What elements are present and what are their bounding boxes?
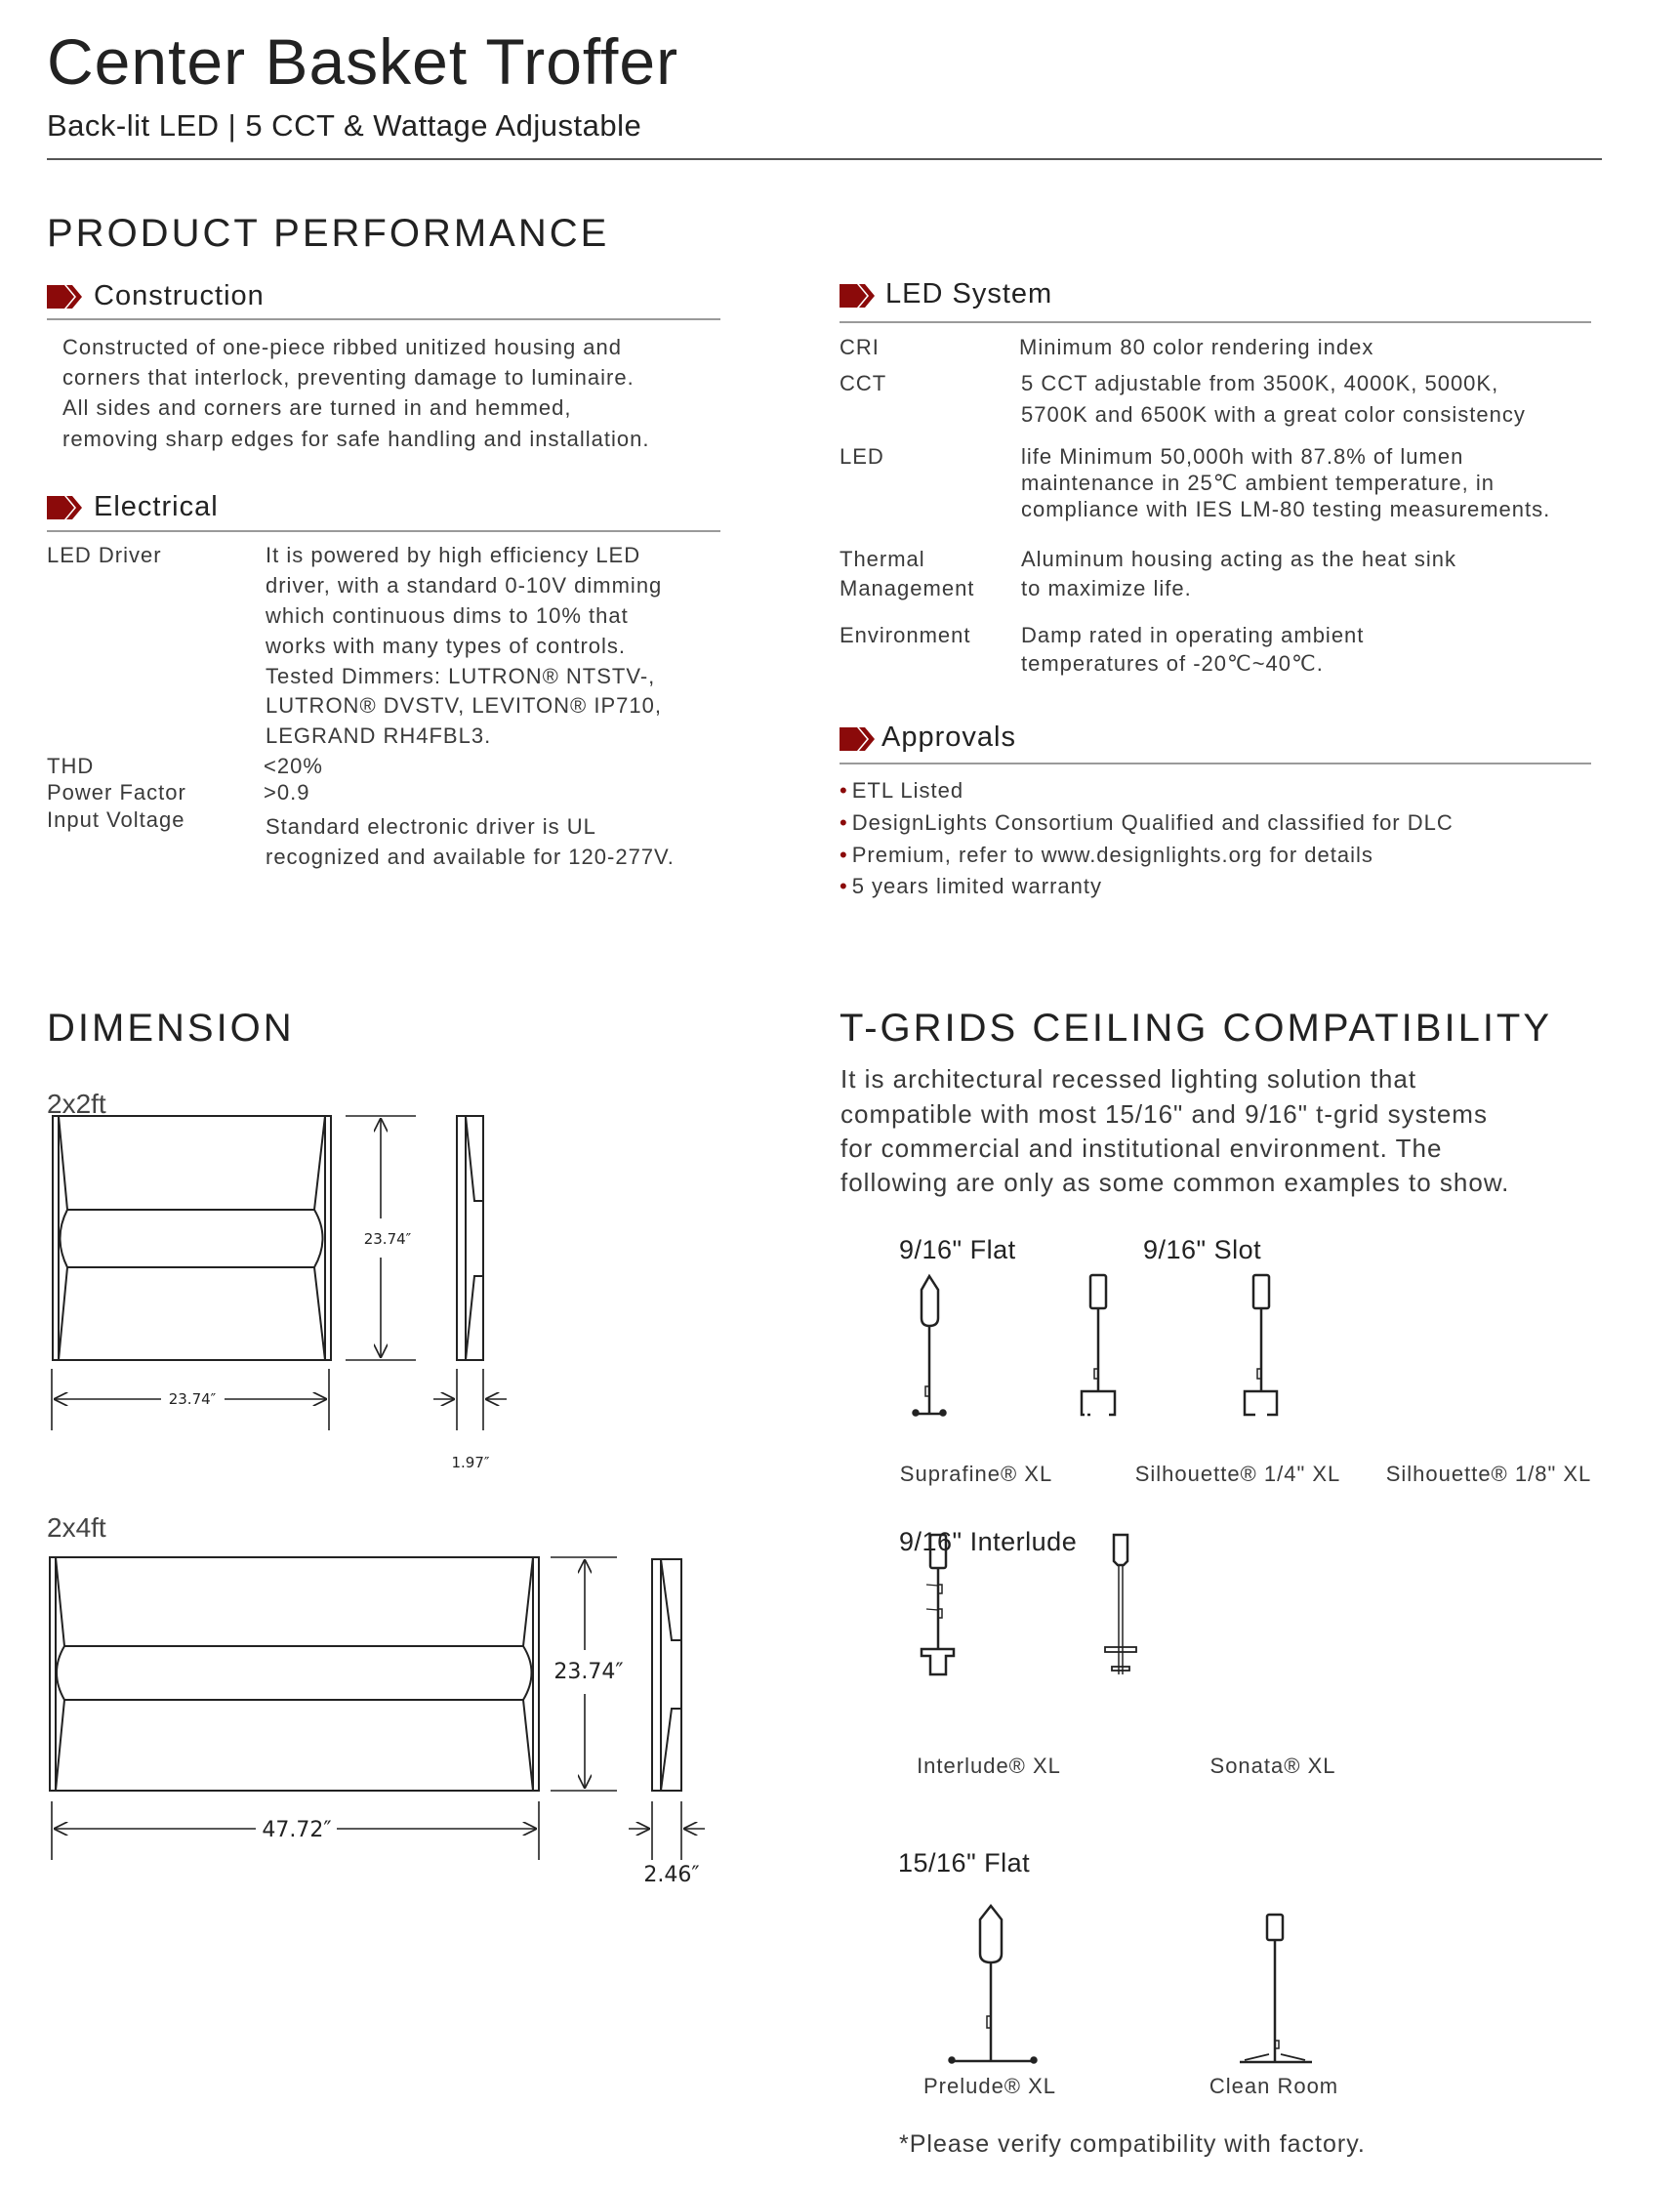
silhouette-eighth-profile-icon: [1245, 1275, 1277, 1415]
profile-label-interlude: Interlude® XL: [917, 1754, 1061, 1778]
spec-label-thd: THD: [47, 754, 95, 778]
depth-value-2x4: 2.46″: [643, 1863, 700, 1887]
construction-line: removing sharp edges for safe handling and installation.: [62, 427, 650, 451]
prelude-profile-icon: [950, 1906, 1037, 2063]
bullet-icon: •: [840, 843, 848, 867]
spec-label-cct: CCT: [840, 371, 887, 395]
spec-value-line: 5 CCT adjustable from 3500K, 4000K, 5000K,: [1021, 371, 1499, 395]
group-heading-916-slot: 9/16" Slot: [1143, 1235, 1262, 1264]
bullet-icon: •: [840, 778, 848, 803]
spec-label-thermal: Thermal: [840, 547, 925, 571]
construction-line: Constructed of one-piece ribbed unitized housing and: [62, 335, 623, 359]
group-heading-1516-flat: 15/16" Flat: [898, 1848, 1031, 1878]
profile-label-suprafine: Suprafine® XL: [899, 1462, 1053, 1486]
spec-label-power-factor: Power Factor: [47, 780, 186, 805]
spec-value-line: It is powered by high efficiency LED: [266, 543, 641, 567]
spec-value-line: which continuous dims to 10% that: [266, 603, 629, 628]
spec-value-line: to maximize life.: [1021, 576, 1192, 600]
tgrid-description-line: It is architectural recessed lighting solution that: [840, 1064, 1417, 1094]
page-title: Center Basket Troffer: [47, 25, 679, 98]
suprafine-profile-icon: [914, 1276, 946, 1416]
spec-label-thermal: Management: [840, 576, 975, 600]
side-view-2x4: [652, 1559, 681, 1791]
width-value-2x2: 23.74″: [168, 1390, 217, 1408]
spec-value-line: driver, with a standard 0-10V dimming: [266, 573, 663, 598]
electrical-heading: Electrical: [94, 491, 219, 522]
tgrid-description-line: compatible with most 15/16" and 9/16" t-grid systems: [840, 1099, 1488, 1129]
spec-value-line: Aluminum housing acting as the heat sink: [1021, 547, 1457, 571]
section-title-dimension: DIMENSION: [47, 1007, 295, 1050]
construction-heading: Construction: [94, 280, 265, 311]
dimension-label-2x4: 2x4ft: [47, 1512, 106, 1543]
spec-label-cri: CRI: [840, 335, 880, 359]
construction-line: corners that interlock, preventing damage to luminaire.: [62, 365, 635, 390]
spec-value-line: Standard electronic driver is UL: [266, 814, 596, 839]
spec-value-line: temperatures of -20℃~40℃.: [1021, 651, 1324, 676]
spec-value-line: recognized and available for 120-277V.: [266, 845, 675, 869]
spec-value-power-factor: >0.9: [264, 780, 310, 805]
spec-value-line: Damp rated in operating ambient: [1021, 623, 1365, 647]
profile-label-silhouette-eighth: Silhouette® 1/8" XL: [1385, 1462, 1592, 1486]
spec-label-environment: Environment: [840, 623, 971, 647]
approval-item: • ETL Listed: [840, 778, 964, 803]
spec-value-line: LUTRON® DVSTV, LEVITON® IP710,: [266, 693, 662, 718]
spec-label-led-driver: LED Driver: [47, 543, 162, 567]
approval-item: • DesignLights Consortium Qualified and classified for DLC: [840, 810, 1454, 835]
front-view-2x4: [50, 1557, 539, 1791]
depth-dimension-2x4: [629, 1801, 705, 1860]
spec-value-line: Tested Dimmers: LUTRON® NTSTV-,: [266, 664, 656, 688]
approvals-heading: Approvals: [881, 722, 1016, 753]
spec-value-line: LEGRAND RH4FBL3.: [266, 723, 492, 748]
profile-label-silhouette-quarter: Silhouette® 1/4" XL: [1134, 1462, 1341, 1486]
depth-dimension-2x2: [433, 1369, 507, 1430]
spec-label-input-voltage: Input Voltage: [47, 807, 185, 832]
spec-value-line: life Minimum 50,000h with 87.8% of lumen: [1021, 444, 1464, 469]
spec-label-led: LED: [840, 444, 884, 469]
profile-label-sonata: Sonata® XL: [1209, 1754, 1336, 1778]
dimension-label-2x2: 2x2ft: [47, 1089, 106, 1119]
spec-value-line: 5700K and 6500K with a great color consistency: [1021, 402, 1526, 427]
height-value-2x2: 23.74″: [363, 1230, 412, 1248]
spec-value-line: compliance with IES LM-80 testing measurements.: [1021, 497, 1551, 521]
group-heading-916-interlude: 9/16" Interlude: [899, 1527, 1078, 1556]
side-view-2x2: [457, 1116, 483, 1360]
profile-label-clean-room: Clean Room: [1209, 2074, 1339, 2098]
bullet-icon: •: [840, 874, 848, 898]
depth-value-2x2: 1.97″: [451, 1454, 490, 1471]
section-title-performance: PRODUCT PERFORMANCE: [47, 212, 610, 255]
spec-value-thd: <20%: [264, 754, 323, 778]
width-value-2x4: 47.72″: [262, 1818, 332, 1842]
section-title-tgrids: T-GRIDS CEILING COMPATIBILITY: [840, 1007, 1553, 1050]
tgrid-description-line: following are only as some common examples to show.: [840, 1168, 1510, 1197]
height-value-2x4: 23.74″: [553, 1660, 624, 1684]
spec-value-line: maintenance in 25℃ ambient temperature, in: [1021, 471, 1495, 495]
led-system-heading: LED System: [885, 278, 1053, 310]
compatibility-footnote: *Please verify compatibility with factory.: [899, 2130, 1366, 2158]
group-heading-916-flat: 9/16" Flat: [899, 1235, 1016, 1264]
clean-room-profile-icon: [1240, 1915, 1312, 2062]
front-view-2x2: [53, 1116, 331, 1360]
profile-label-prelude: Prelude® XL: [922, 2074, 1057, 2098]
approval-item: • Premium, refer to www.designlights.org for details: [840, 843, 1373, 867]
page-subtitle: Back-lit LED | 5 CCT & Wattage Adjustable: [47, 108, 642, 143]
spec-value-line: Minimum 80 color rendering index: [1019, 335, 1374, 359]
construction-line: All sides and corners are turned in and hemmed,: [62, 395, 572, 420]
sonata-profile-icon: [1105, 1535, 1136, 1674]
silhouette-quarter-profile-icon: [1082, 1275, 1115, 1415]
spec-value-line: works with many types of controls.: [266, 634, 627, 658]
tgrid-description-line: for commercial and institutional environment. The: [840, 1134, 1443, 1163]
bullet-icon: •: [840, 810, 848, 835]
approval-item: • 5 years limited warranty: [840, 874, 1103, 898]
